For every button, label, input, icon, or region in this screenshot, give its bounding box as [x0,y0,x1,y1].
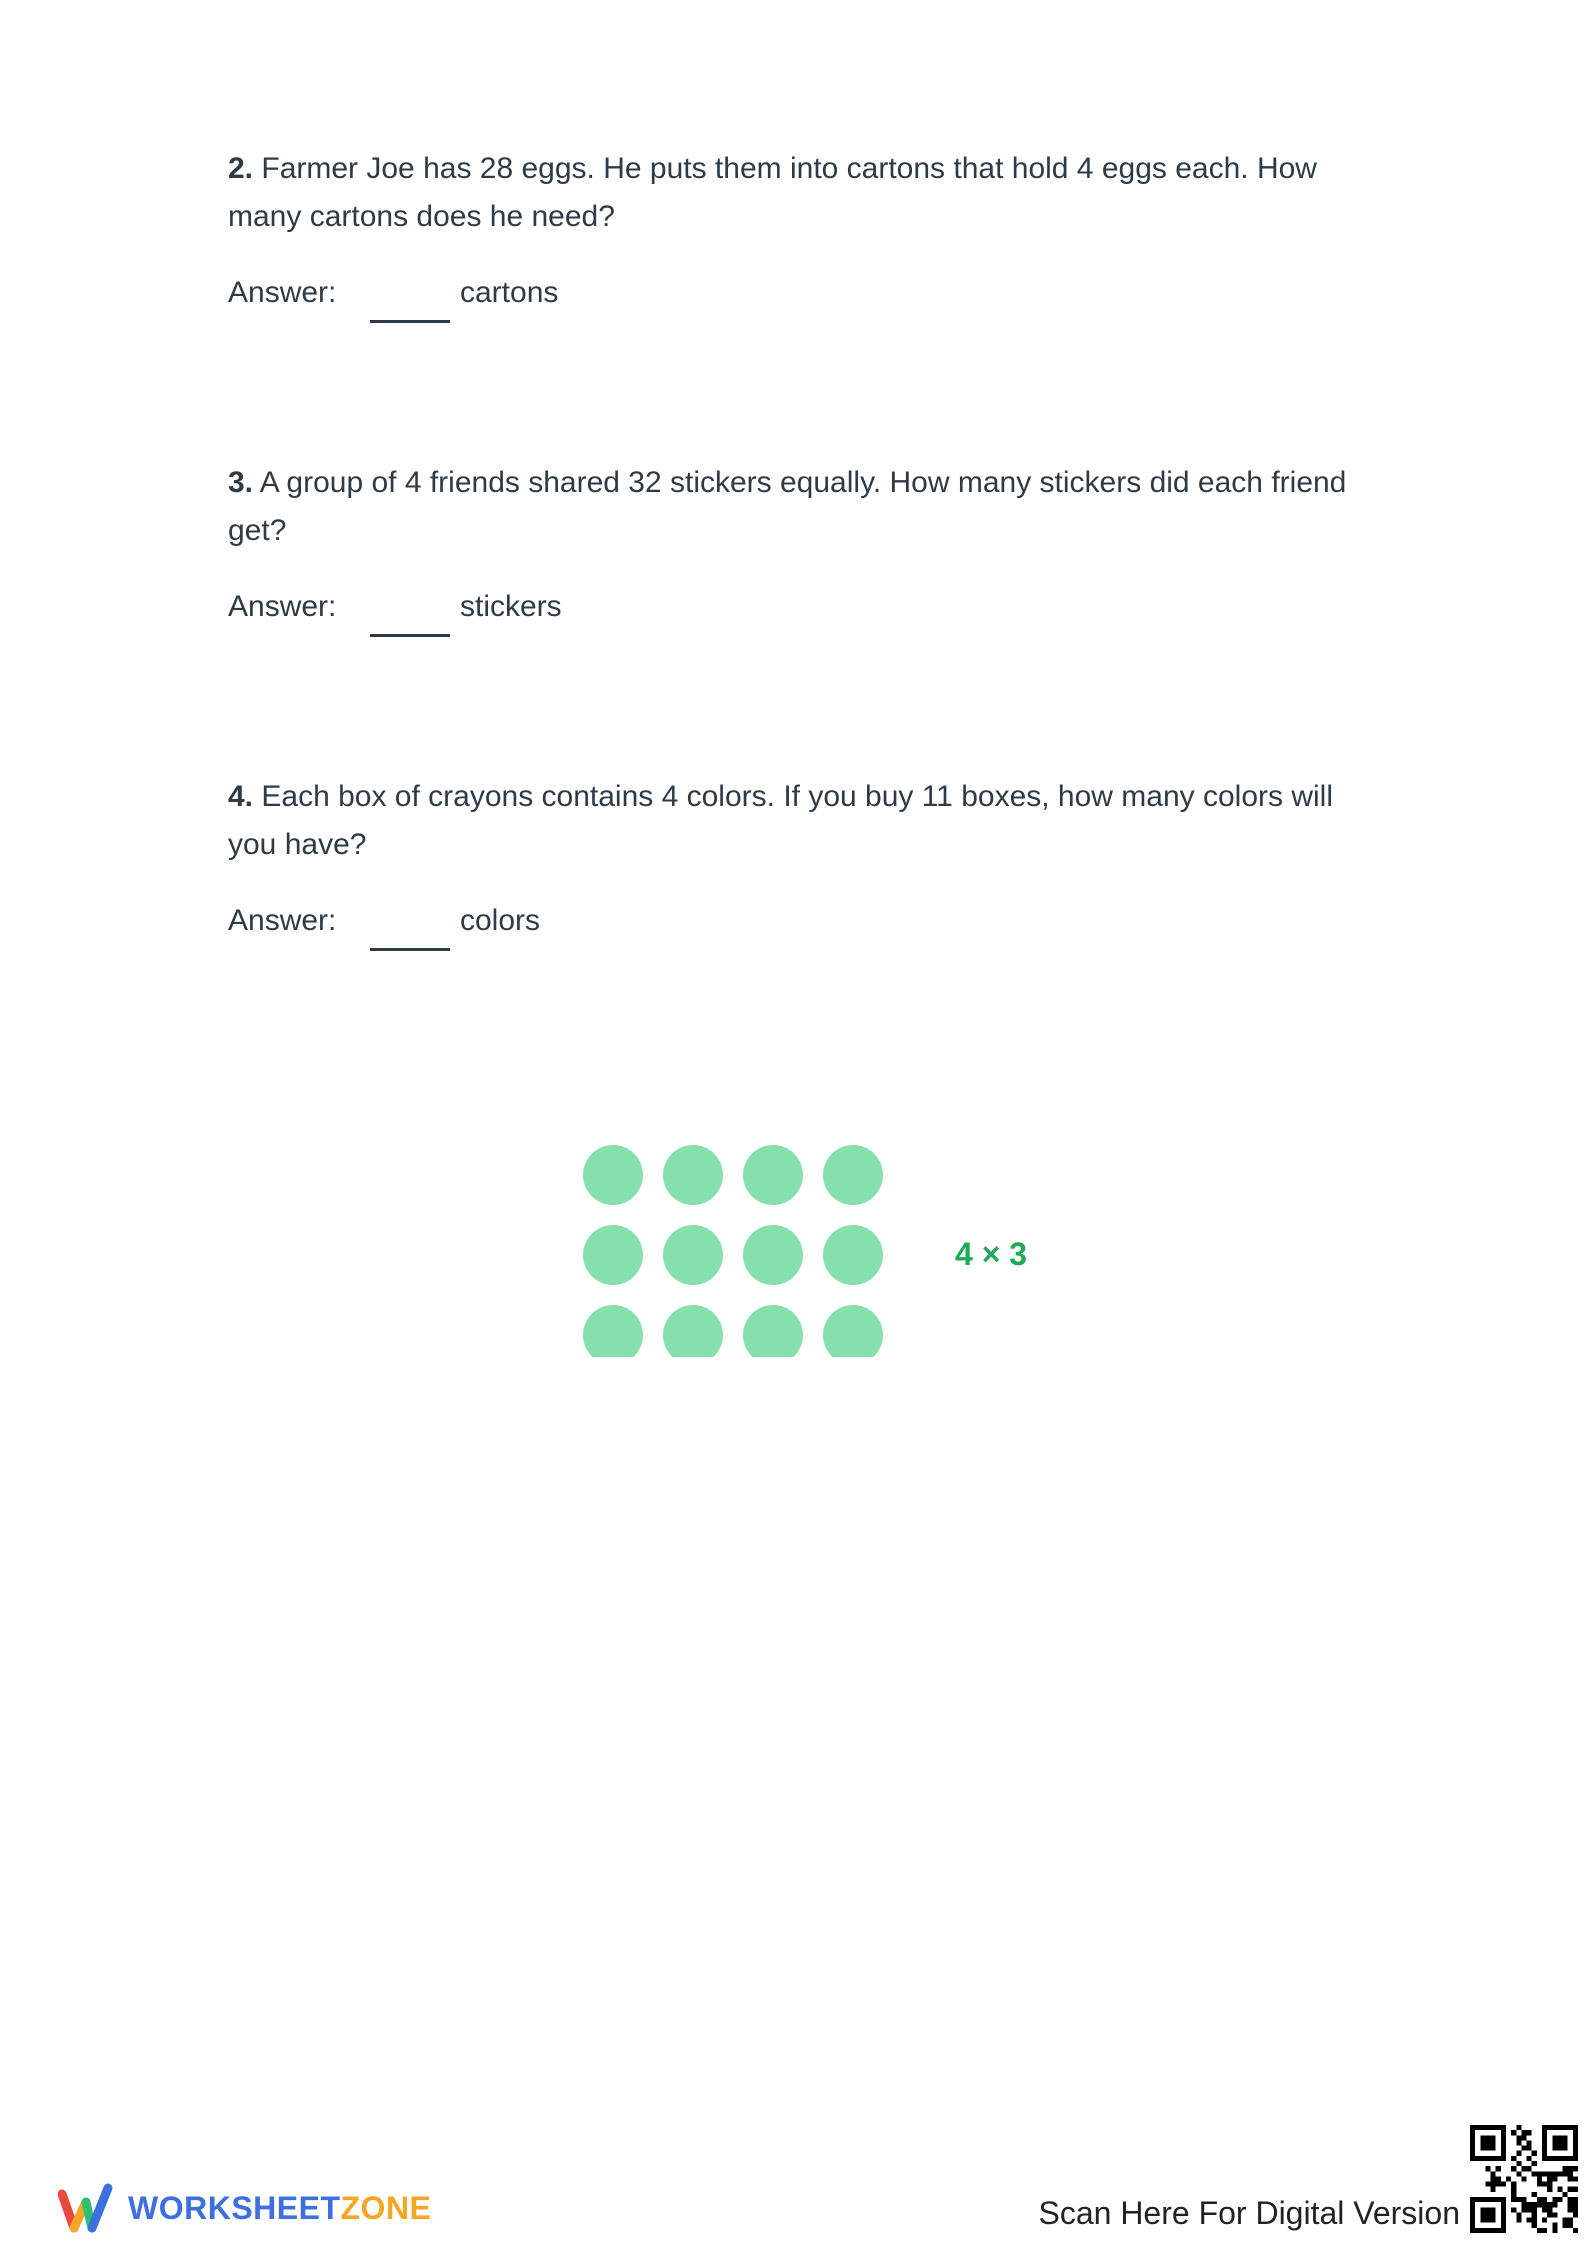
question-4 [228,773,1378,941]
question-2 [228,145,1378,313]
array-dot [743,1145,803,1205]
question-text [228,773,1378,869]
array-dot [583,1145,643,1205]
question-body: Farmer Joe has 28 eggs. He puts them into cartons that hold 4 eggs each. How many cartons does he need? [228,152,1317,233]
question-number: 3. [228,466,254,499]
array-dot [743,1225,803,1285]
qr-code[interactable] [1470,2125,1578,2233]
array-dot [823,1305,883,1357]
answer-blank[interactable] [370,282,450,323]
answer-label: Answer: [228,590,337,623]
array-dot [583,1305,643,1357]
logo-text-part1: WORKSHEET [128,2189,341,2226]
answer-row [228,273,1378,313]
answer-blank[interactable] [370,596,450,637]
array-label: 4 × 3 [955,1236,1028,1272]
question-text [228,459,1378,555]
question-number: 2. [228,152,254,185]
answer-label: Answer: [228,904,337,937]
answer-unit: cartons [460,276,559,309]
answer-row [228,587,1378,627]
question-body: Each box of crayons contains 4 colors. If you buy 11 boxes, how many colors will you have? [228,780,1334,861]
logo-text [128,2190,431,2227]
array-dot [663,1305,723,1357]
array-dot [663,1145,723,1205]
dot-array [583,1145,887,1357]
array-dot [823,1225,883,1285]
question-3 [228,459,1378,627]
answer-blank[interactable] [370,910,450,951]
answer-label: Answer: [228,276,337,309]
answer-unit: colors [460,904,541,937]
answer-row [228,901,1378,941]
array-dot [663,1225,723,1285]
scan-text: Scan Here For Digital Version [1038,2195,1460,2231]
question-body: A group of 4 friends shared 32 stickers equally. How many stickers did each friend get? [228,466,1347,547]
question-text [228,145,1378,241]
array-dot [823,1145,883,1205]
worksheetzone-logo [58,2180,431,2236]
question-number: 4. [228,780,254,813]
array-dot [583,1225,643,1285]
logo-text-part2: ZONE [340,2189,432,2226]
array-dot [743,1305,803,1357]
answer-unit: stickers [460,590,562,623]
logo-w-icon [58,2180,114,2236]
